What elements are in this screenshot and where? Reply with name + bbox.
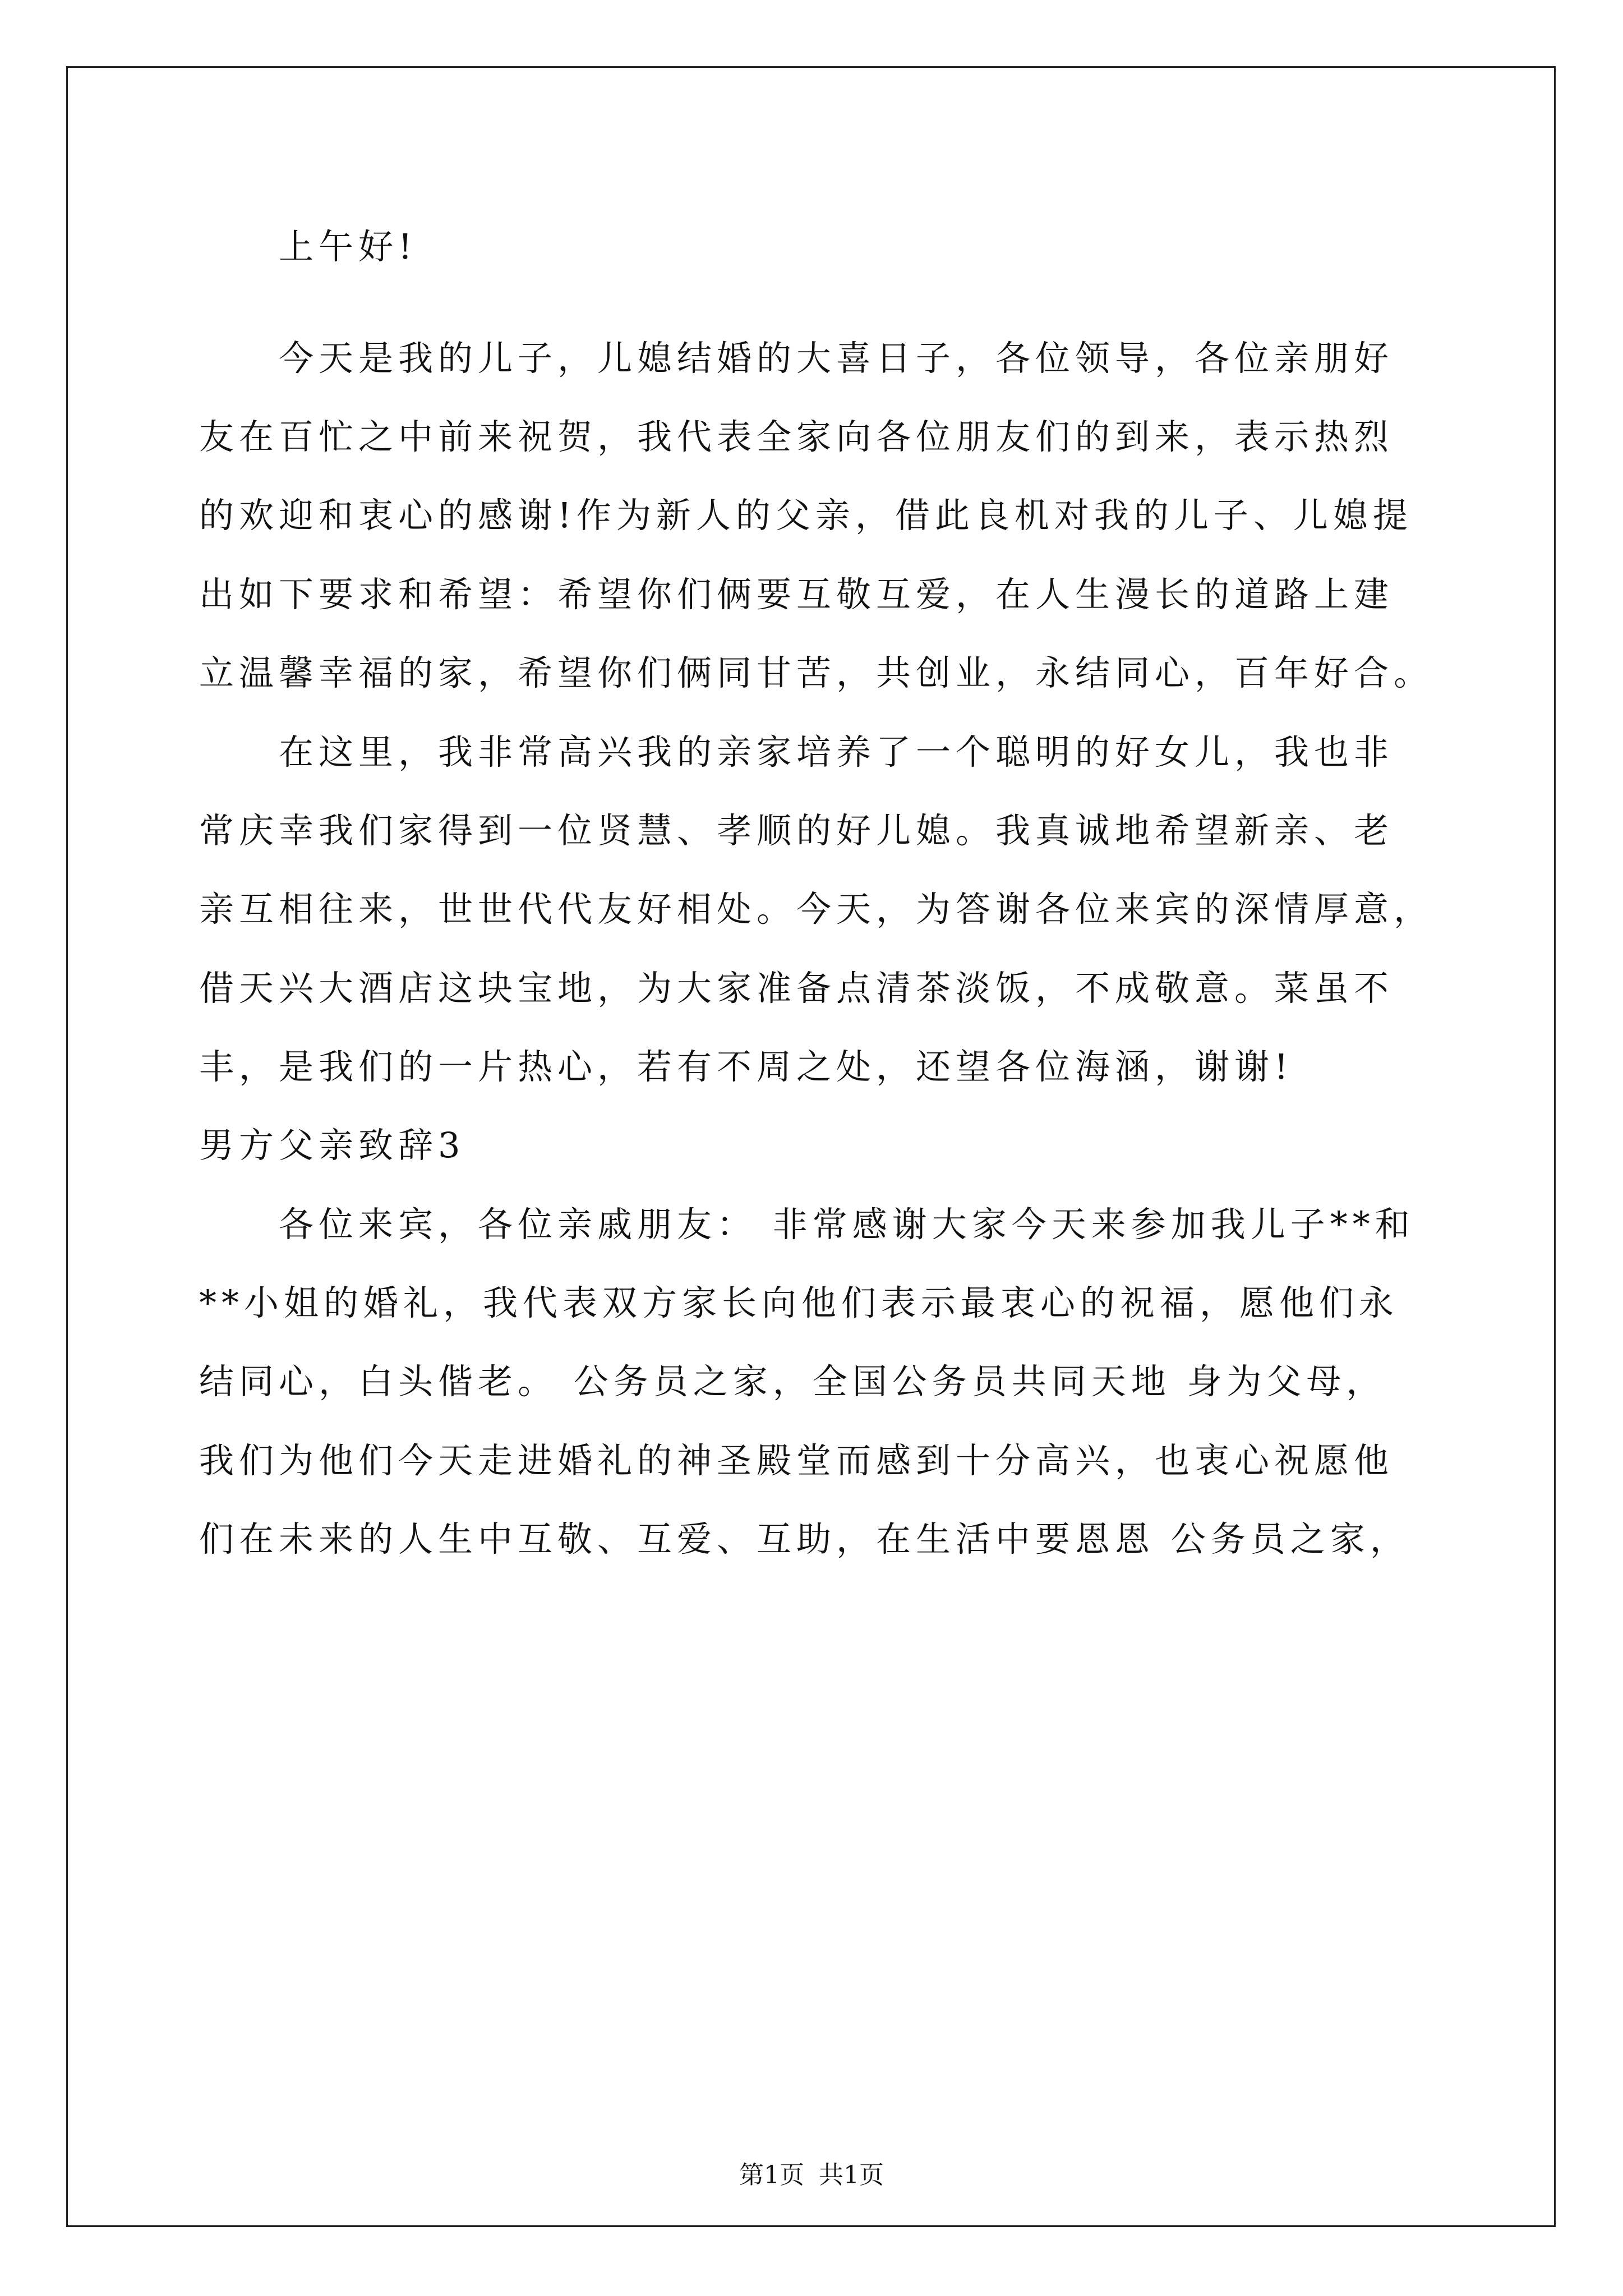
paragraph-line: **小姐的婚礼，我代表双方家长向他们表示最衷心的祝福，愿他们永 [199, 1282, 1399, 1323]
paragraph-line: 在这里，我非常高兴我的亲家培养了一个聪明的好女儿，我也非 [279, 731, 1394, 772]
paragraph-line: 出如下要求和希望：希望你们俩要互敬互爱，在人生漫长的道路上建 [199, 574, 1394, 615]
paragraph-line: 丰，是我们的一片热心，若有不周之处，还望各位海涵，谢谢! [199, 1046, 1293, 1087]
greeting-line: 上午好! [279, 226, 417, 267]
paragraph-line: 各位来宾，各位亲戚朋友： 非常感谢大家今天来参加我儿子**和 [279, 1204, 1415, 1245]
paragraph-line: 立温馨幸福的家，希望你们俩同甘苦，共创业，永结同心，百年好合。 [199, 652, 1434, 693]
section-heading: 男方父亲致辞3 [199, 1125, 465, 1166]
paragraph-line: 我们为他们今天走进婚礼的神圣殿堂而感到十分高兴，也衷心祝愿他 [199, 1440, 1394, 1481]
paragraph-line: 的欢迎和衷心的感谢!作为新人的父亲，借此良机对我的儿子、儿媳提 [199, 495, 1413, 536]
page-number: 第1页 [739, 2161, 804, 2189]
paragraph-line: 今天是我的儿子，儿媳结婚的大喜日子，各位领导，各位亲朋好 [279, 338, 1394, 379]
paragraph-line: 亲互相往来，世世代代友好相处。今天，为答谢各位来宾的深情厚意， [199, 889, 1434, 930]
paragraph-line: 友在百忙之中前来祝贺，我代表全家向各位朋友们的到来，表示热烈 [199, 416, 1394, 457]
page-footer [0, 2161, 1623, 2189]
paragraph-line: 常庆幸我们家得到一位贤慧、孝顺的好儿媳。我真诚地希望新亲、老 [199, 810, 1394, 851]
paragraph-line: 结同心，白头偕老。 公务员之家，全国公务员共同天地 身为父母， [199, 1361, 1386, 1402]
paragraph-line: 借天兴大酒店这块宝地，为大家准备点清茶淡饭，不成敬意。菜虽不 [199, 968, 1394, 1009]
page-total: 共1页 [819, 2161, 884, 2189]
paragraph-line: 们在未来的人生中互敬、互爱、互助，在生活中要恩恩 公务员之家， [199, 1519, 1410, 1559]
